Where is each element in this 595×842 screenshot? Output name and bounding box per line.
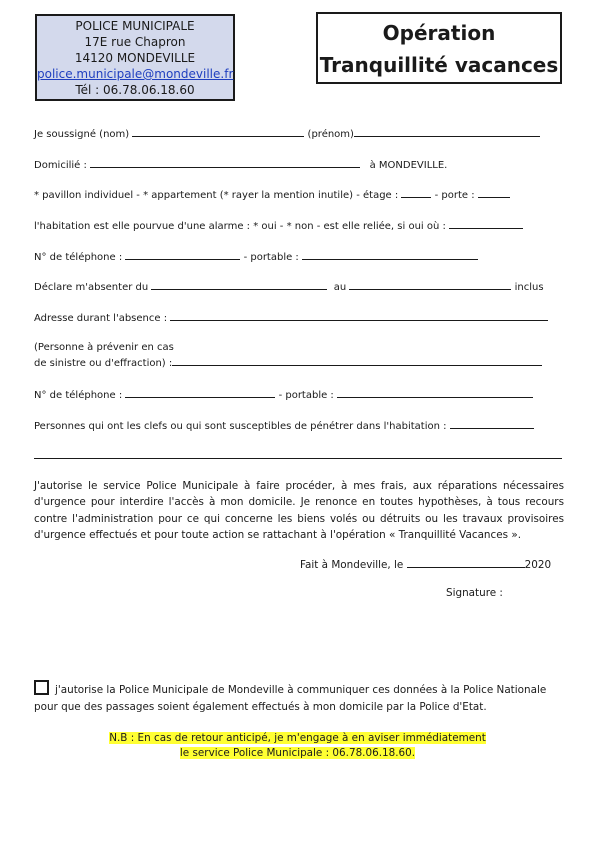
address-line-2: 17E rue Chapron <box>84 35 186 49</box>
absence-address-field[interactable] <box>170 310 548 321</box>
door-field[interactable] <box>478 187 510 198</box>
address-line-1: POLICE MUNICIPALE <box>75 19 195 33</box>
name-label: Je soussigné (nom) <box>34 129 130 140</box>
door-label: - porte : <box>434 190 475 201</box>
name-row <box>34 126 540 140</box>
date-label: Fait à Mondeville, le <box>300 559 404 571</box>
alarm-label: l'habitation est elle pourvue d'une alarme : * oui - * non - est elle reliée, si oui où : <box>34 221 446 232</box>
keys-row <box>34 418 534 432</box>
absence-to-label: au <box>333 282 347 293</box>
phone-number: Tél : 06.78.06.18.60 <box>75 83 195 97</box>
firstname-field[interactable] <box>354 126 540 137</box>
absence-label: Déclare m'absenter du <box>34 282 149 293</box>
phone-field[interactable] <box>125 249 240 260</box>
phone2-row <box>34 387 533 401</box>
nb-note <box>100 731 495 761</box>
phone-label: N° de téléphone : <box>34 252 123 263</box>
phone2-label: N° de téléphone : <box>34 390 123 401</box>
domicile-label: Domicilié : <box>34 160 87 171</box>
address-row <box>34 157 447 171</box>
email-link[interactable]: police.municipale@mondeville.fr <box>37 67 234 81</box>
consent-block <box>34 680 564 716</box>
name-field[interactable] <box>132 126 304 137</box>
contact-field[interactable] <box>172 355 542 366</box>
absence-inclusive-label: inclus <box>514 282 544 293</box>
alarm-row <box>34 218 523 232</box>
keys-field[interactable] <box>450 418 534 429</box>
mobile2-label: - portable : <box>278 390 334 401</box>
absence-end-field[interactable] <box>349 279 511 290</box>
keys-extra-line[interactable] <box>34 449 562 459</box>
phone2-field[interactable] <box>125 387 275 398</box>
year: 2020 <box>524 559 552 571</box>
domicile-suffix: à MONDEVILLE. <box>369 160 448 171</box>
housing-row <box>34 187 510 201</box>
firstname-label: (prénom) <box>307 129 354 140</box>
phone-row <box>34 249 478 263</box>
address-box <box>35 14 235 101</box>
keys-label: Personnes qui ont les clefs ou qui sont susceptibles de pénétrer dans l'habitation : <box>34 421 447 432</box>
address-line-3: 14120 MONDEVILLE <box>74 51 196 65</box>
absence-start-field[interactable] <box>151 279 327 290</box>
mobile-label: - portable : <box>243 252 299 263</box>
contact-label-1: (Personne à prévenir en cas <box>34 342 174 353</box>
signature-label: Signature : <box>446 587 503 599</box>
contact-label-2: de sinistre ou d'effraction) : <box>34 358 173 369</box>
nb-line-2: le service Police Municipale : 06.78.06.18.60. <box>179 747 416 759</box>
title-box <box>316 12 562 84</box>
consent-text: j'autorise la Police Municipale de Mondeville à communiquer ces données à la Police Nationale pour que des passages soient également effectués à mon domicile par la Police d'Etat. <box>34 684 547 713</box>
housing-label: * pavillon individuel - * appartement (* rayer la mention inutile) - étage : <box>34 190 399 201</box>
date-field[interactable] <box>407 557 525 568</box>
absence-row <box>34 279 544 293</box>
domicile-field[interactable] <box>90 157 360 168</box>
date-row <box>300 557 551 571</box>
title-line-2: Tranquillité vacances <box>319 53 559 77</box>
consent-checkbox[interactable] <box>34 680 49 695</box>
nb-line-1: N.B : En cas de retour anticipé, je m'engage à en aviser immédiatement <box>109 732 486 744</box>
floor-field[interactable] <box>401 187 431 198</box>
mobile2-field[interactable] <box>337 387 533 398</box>
title-line-1: Opération <box>382 21 496 45</box>
alarm-field[interactable] <box>449 218 523 229</box>
absence-address-label: Adresse durant l'absence : <box>34 313 168 324</box>
authorization-text: J'autorise le service Police Municipale à faire procéder, à mes frais, aux réparations nécessaires d'urgence pour interdire l'accès à mon domicile. Je renonce en toutes hypothèses, à tous recours contre l'administration pour ce qui concerne les biens volés ou détruits ou les travaux provisoires d'urgence effectués et pour toute action se rattachant à l'opération « Tranquillité Vacances ». <box>34 480 564 542</box>
contact-row <box>34 340 542 371</box>
absence-address-row <box>34 310 548 324</box>
mobile-field[interactable] <box>302 249 478 260</box>
